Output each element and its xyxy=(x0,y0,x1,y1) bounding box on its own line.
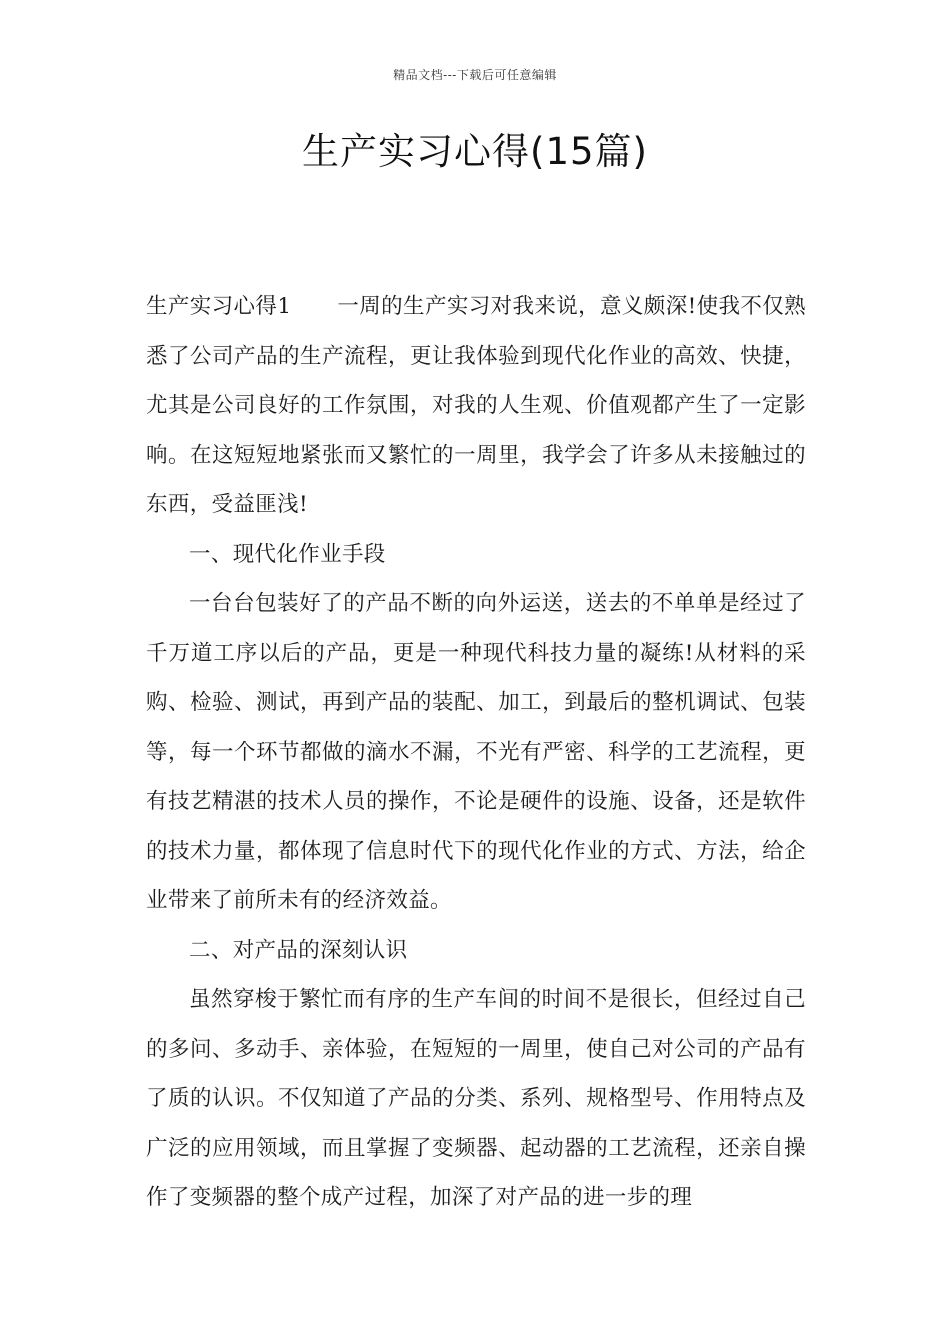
section-heading-1: 一、现代化作业手段 xyxy=(189,541,386,567)
body-paragraph-1: 一台台包装好了的产品不断的向外运送，送去的不单单是经过了千万道工序以后的产品，更是一种现代科技力量的凝练!从材料的采购、检验、测试，再到产品的装配、加工，到最后的整机调试、包装等，每一个环节都做的滴水不漏，不光有严密、科学的工艺流程，更有技艺精湛的技术人员的操作，不论是硬件的设施、设备，还是软件的技术力量，都体现了信息时代下的现代化作业的方式、方法，给企业带来了前所未有的经济效益。 xyxy=(146,591,806,913)
intro-text: 一周的生产实习对我来说，意义颇深!使我不仅熟悉了公司产品的生产流程，更让我体验到现代化作业的高效、快捷，尤其是公司良好的工作氛围，对我的人生观、价值观都产生了一定影响。在这短短地紧张而又繁忙的一周里，我学会了许多从未接触过的东西，受益匪浅! xyxy=(146,294,806,517)
section-label: 生产实习心得1 xyxy=(146,294,292,319)
page-header-note: 精品文档---下载后可任意编辑 xyxy=(393,68,557,82)
body-paragraph-2: 虽然穿梭于繁忙而有序的生产车间的时间不是很长，但经过自己的多问、多动手、亲体验，在短短的一周里，使自己对公司的产品有了质的认识。不仅知道了产品的分类、系列、规格型号、作用特点及广泛的应用领域，而且掌握了变频器、起动器的工艺流程，还亲自操作了变频器的整个成产过程，加深了对产品的进一步的理 xyxy=(146,987,806,1210)
document-body xyxy=(146,282,806,1223)
document-title: 生产实习心得(15篇) xyxy=(302,130,648,173)
section-heading-2: 二、对产品的深刻认识 xyxy=(189,937,408,963)
intro-paragraph xyxy=(146,282,806,530)
